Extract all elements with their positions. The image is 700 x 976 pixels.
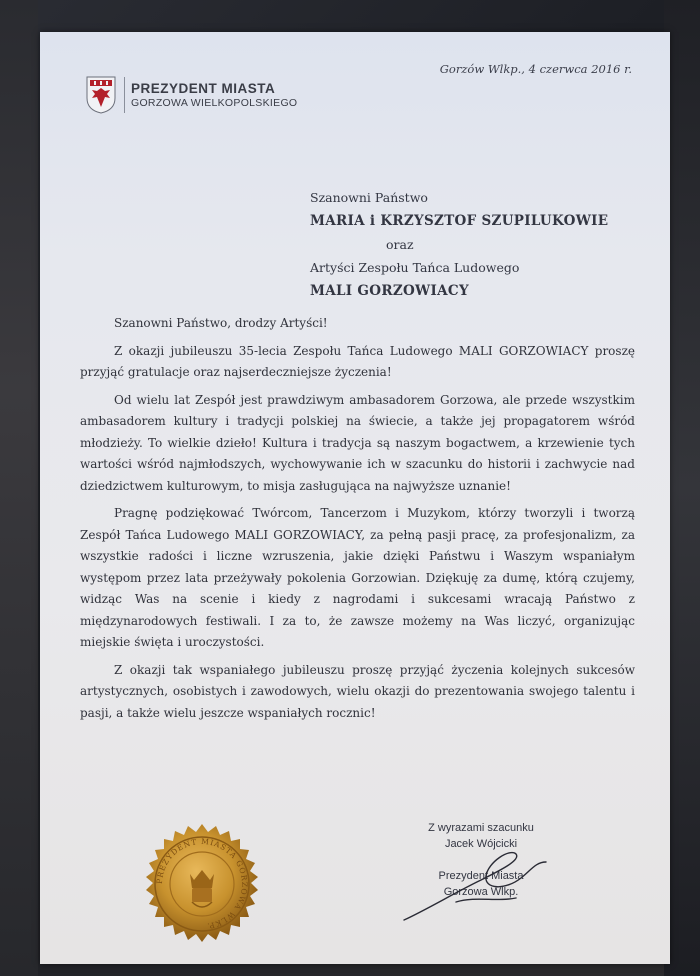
letter-paragraph: Z okazji tak wspaniałego jubileuszu proszę przyjąć życzenia kolejnych sukcesów artystycznych, osobistych i zawodowych, wielu okazji do prezentowania swojego talentu i pasji, a także wielu jeszcze wspaniałych rocznic! bbox=[80, 662, 635, 720]
letterhead-logo bbox=[86, 76, 297, 114]
office-title: PREZYDENT MIASTA bbox=[131, 81, 276, 96]
recipient-salutation: Szanowni Państwo bbox=[310, 190, 428, 205]
letter-body bbox=[80, 313, 635, 730]
recipient-group-name: MALI GORZOWIACY bbox=[310, 283, 469, 299]
signer-title: Prezydent Miasta bbox=[438, 870, 524, 882]
signer-title-city: Gorzowa Wlkp. bbox=[443, 886, 519, 898]
closing-regards: Z wyrazami szacunku bbox=[428, 822, 534, 834]
letterhead-text bbox=[131, 81, 297, 109]
office-subtitle: GORZOWA WIELKOPOLSKIEGO bbox=[131, 97, 298, 109]
handwritten-signature-icon bbox=[396, 832, 566, 928]
recipient-group-line: Artyści Zespołu Tańca Ludowego bbox=[310, 260, 520, 275]
letter-paragraph: Z okazji jubileuszu 35-lecia Zespołu Tańca Ludowego MALI GORZOWIACY proszę przyjąć gratulacje oraz najserdeczniejsze życzenia! bbox=[80, 343, 635, 379]
letter-paragraph: Od wielu lat Zespół jest prawdziwym ambasadorem Gorzowa, ale przede wszystkim ambasadorem kultury i tradycji polskiej na świecie, a także jej propagatorem wśród młodzieży. To wielkie dzieło! Kultura i tradycja są naszym bogactwem, a krzewienie tych wartości wśród najmłodszych, wychowywanie ich w szacunku do historii i zachwycie nad dziedzictwem kulturowym, to misja zasługująca na najwyższe uznanie! bbox=[80, 392, 635, 493]
svg-text:PREZYDENT MIASTA GORZOWA WLKP.: PREZYDENT MIASTA GORZOWA WLKP. bbox=[154, 836, 250, 931]
recipient-block bbox=[310, 190, 608, 299]
recipient-conjunction: oraz bbox=[386, 237, 414, 252]
letter-sheet bbox=[40, 32, 670, 964]
place-and-date: Gorzów Wlkp., 4 czerwca 2016 r. bbox=[439, 62, 632, 76]
letter-greeting: Szanowni Państwo, drodzy Artyści! bbox=[114, 316, 328, 330]
frame-left-edge bbox=[0, 0, 38, 976]
letter-paragraph: Pragnę podziękować Twórcom, Tancerzom i Muzykom, którzy tworzyli i tworzą Zespół Tańca Ludowego MALI GORZOWIACY, za pełną pasji pracę, za profesjonalizm, za wszystkie radości i liczne wzruszenia, jakie dzięki Państwu i Waszym wspaniałym występom przez lata przeżywały pokolenia Gorzowian. Dziękuję za dumę, którą czujemy, widząc Was na scenie i kiedy z nagrodami i sukcesami wracają Państwo z międzynarodowych festiwali. I za to, że zawsze możemy na Was liczyć, organizując miejskie święta i uroczystości. bbox=[80, 506, 635, 649]
recipient-names: MARIA i KRZYSZTOF SZUPILUKOWIE bbox=[310, 213, 609, 229]
signer-name: Jacek Wójcicki bbox=[444, 838, 518, 850]
logo-divider bbox=[124, 77, 125, 113]
city-crest-icon bbox=[86, 76, 116, 114]
gold-seal-icon bbox=[140, 822, 264, 946]
